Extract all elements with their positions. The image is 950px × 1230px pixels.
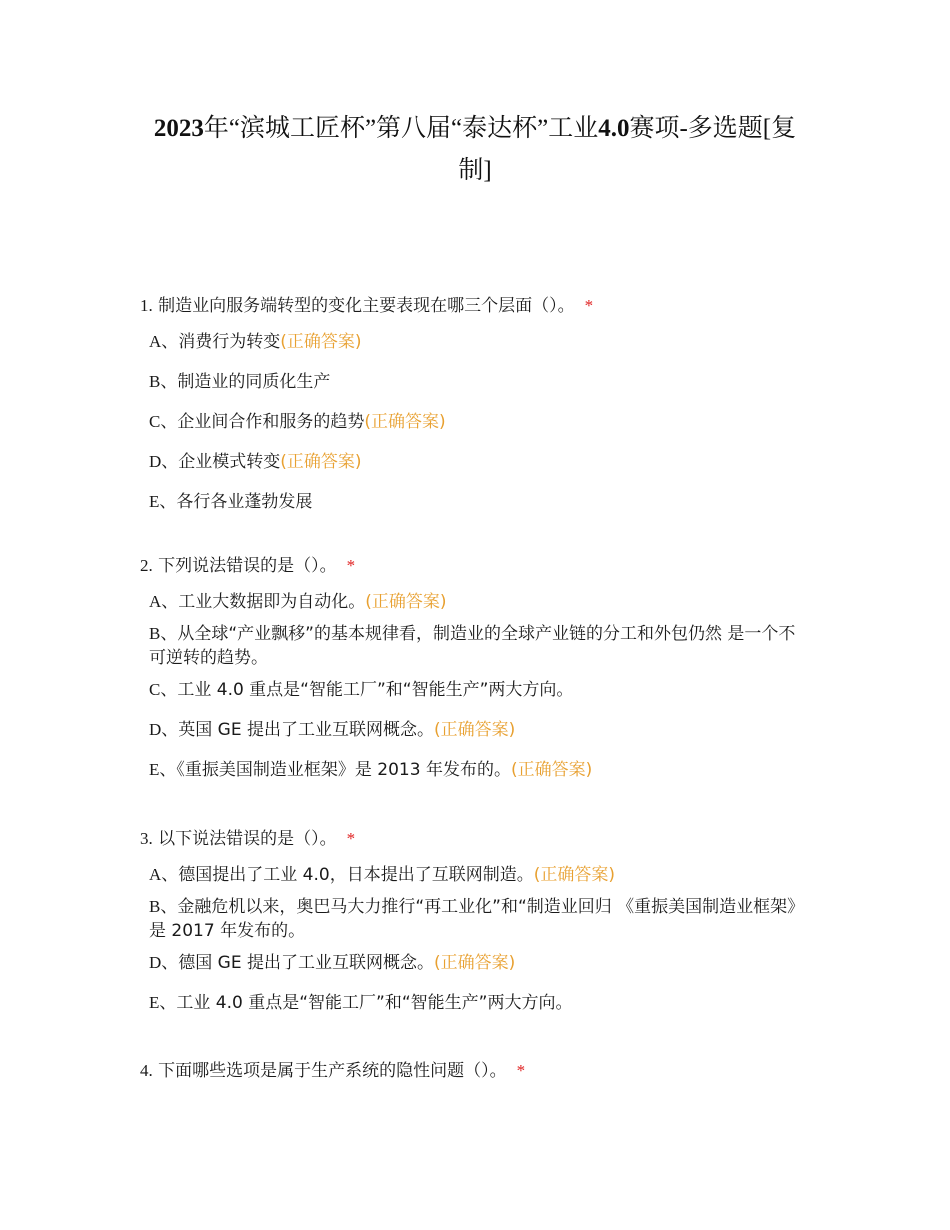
- option-letter: A、: [149, 592, 179, 611]
- option-letter: E、: [149, 993, 177, 1012]
- option-a[interactable]: [149, 863, 820, 887]
- option-letter: A、: [149, 332, 179, 351]
- option-text: 工业 4.0 重点是“智能工厂”和“智能生产”两大方向。: [176, 993, 573, 1013]
- correct-answer-label: (正确答案): [364, 412, 446, 432]
- required-marker: *: [584, 296, 594, 315]
- question-1-text: [140, 294, 820, 318]
- question-number: 1.: [140, 296, 153, 315]
- option-text: 德国提出了工业 4.0，日本提出了互联网制造。: [178, 865, 534, 885]
- option-b[interactable]: [149, 370, 820, 394]
- option-letter: E、: [149, 760, 177, 779]
- correct-answer-label: (正确答案): [434, 720, 516, 740]
- option-c[interactable]: [149, 410, 820, 434]
- question-number: 4.: [140, 1061, 153, 1080]
- question-1-options: [140, 330, 820, 514]
- option-text: 工业 4.0 重点是“智能工厂”和“智能生产”两大方向。: [177, 680, 574, 700]
- option-text: 英国 GE 提出了工业互联网概念。: [178, 720, 435, 740]
- option-text: 从全球“产业飘移”的基本规律看，制造业的全球产业链的分工和外包仍然 是一个不可逆转的趋势。: [149, 624, 796, 668]
- question-number: 2.: [140, 556, 153, 575]
- option-text: 德国 GE 提出了工业互联网概念。: [178, 953, 435, 973]
- option-b[interactable]: [149, 895, 799, 943]
- title-text: 年“滨城工匠杯”第八届“泰达杯”工业: [203, 115, 599, 142]
- option-letter: E、: [149, 492, 177, 511]
- option-a[interactable]: [149, 590, 820, 614]
- option-e[interactable]: [149, 758, 820, 782]
- option-letter: B、: [149, 372, 178, 391]
- page-title: [140, 108, 810, 192]
- question-1: [140, 294, 820, 530]
- correct-answer-label: (正确答案): [510, 760, 593, 780]
- option-letter: D、: [149, 953, 179, 972]
- option-text: 工业大数据即为自动化。: [178, 592, 366, 612]
- option-e[interactable]: [149, 490, 820, 514]
- option-a[interactable]: [149, 330, 820, 354]
- correct-answer-label: (正确答案): [434, 953, 516, 973]
- question-stem: 下面哪些选项是属于生产系统的隐性问题（）。: [158, 1061, 507, 1081]
- option-letter: B、: [149, 897, 178, 916]
- required-marker: *: [516, 1061, 526, 1080]
- option-letter: B、: [149, 624, 178, 643]
- correct-answer-label: (正确答案): [533, 865, 615, 885]
- question-3-options: [140, 863, 820, 1015]
- question-stem: 下列说法错误的是（）。: [158, 556, 337, 576]
- option-letter: C、: [149, 412, 178, 431]
- question-3: [140, 827, 820, 1031]
- option-text: 各行各业蓬勃发展: [176, 492, 313, 512]
- correct-answer-label: (正确答案): [280, 452, 362, 472]
- question-4-text: [140, 1059, 820, 1083]
- option-text: 企业模式转变: [178, 452, 281, 472]
- question-2-options: [140, 590, 820, 782]
- option-text: 消费行为转变: [178, 332, 281, 352]
- option-b[interactable]: [149, 622, 809, 670]
- option-letter: D、: [149, 720, 179, 739]
- option-d[interactable]: [149, 951, 820, 975]
- question-stem: 制造业向服务端转型的变化主要表现在哪三个层面（）。: [158, 296, 575, 316]
- title-suffix: 赛项-多选题[复制]: [458, 115, 797, 184]
- option-text: 企业间合作和服务的趋势: [177, 412, 365, 432]
- option-letter: D、: [149, 452, 179, 471]
- correct-answer-label: (正确答案): [280, 332, 362, 352]
- option-text: 制造业的同质化生产: [177, 372, 331, 392]
- question-stem: 以下说法错误的是（）。: [158, 829, 337, 849]
- option-letter: C、: [149, 680, 178, 699]
- question-2: [140, 554, 820, 798]
- option-d[interactable]: [149, 718, 820, 742]
- title-year: 2023: [153, 115, 204, 142]
- option-c[interactable]: [149, 678, 820, 702]
- title-version: 4.0: [598, 115, 630, 142]
- option-letter: A、: [149, 865, 179, 884]
- option-e[interactable]: [149, 991, 820, 1015]
- option-text: 《重振美国制造业框架》是 2013 年发布的。: [176, 760, 511, 780]
- required-marker: *: [346, 556, 356, 575]
- question-number: 3.: [140, 829, 153, 848]
- required-marker: *: [346, 829, 356, 848]
- question-4: [140, 1059, 820, 1083]
- question-3-text: [140, 827, 820, 851]
- option-d[interactable]: [149, 450, 820, 474]
- correct-answer-label: (正确答案): [365, 592, 447, 612]
- question-2-text: [140, 554, 820, 578]
- option-text: 金融危机以来，奥巴马大力推行“再工业化”和“制造业回归 《重振美国制造业框架》是 2017 年发布的。: [149, 897, 796, 941]
